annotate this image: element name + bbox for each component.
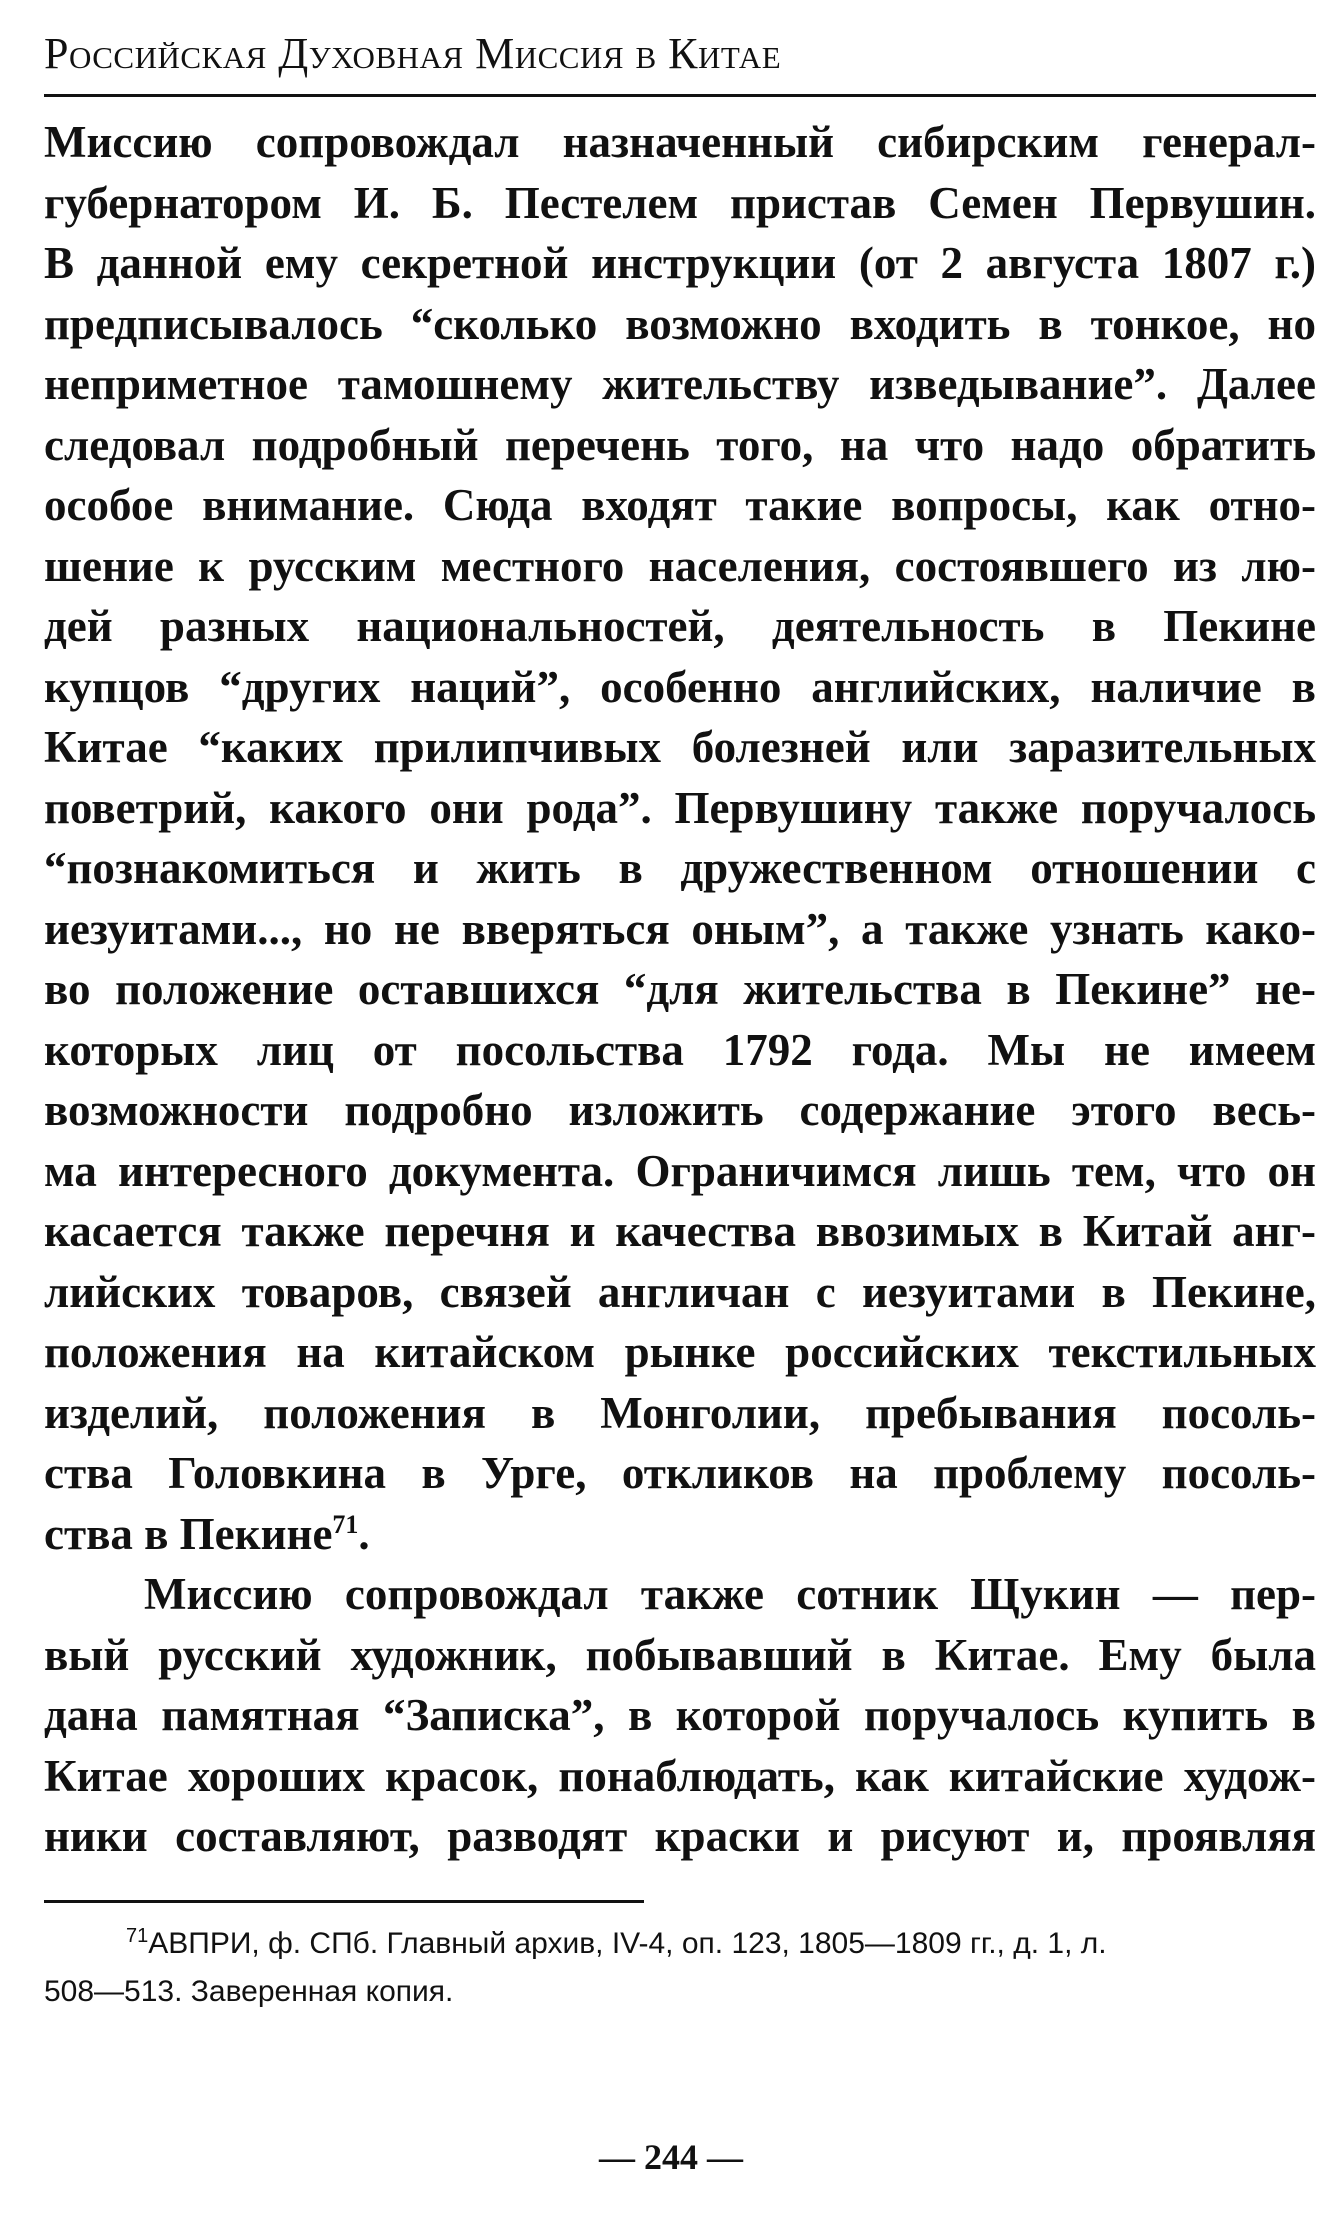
last-line-text: ства в Пекине xyxy=(44,1508,333,1559)
text-line: которых лиц от посольства 1792 года. Мы не имеем xyxy=(44,1024,1316,1075)
text-line: изделий, положения в Монголии, пребывания посоль- xyxy=(44,1387,1316,1438)
text-line: шение к русским местного населения, состоявшего из лю- xyxy=(44,540,1316,591)
text-line: ства Головкина в Урге, откликов на проблему посоль- xyxy=(44,1448,1316,1498)
text-line: Китае “каких прилипчивых болезней или заразительных xyxy=(44,722,1316,772)
footnote-text-1: АВПРИ, ф. СПб. Главный архив, IV-4, оп. 123, 1805—1809 гг., д. 1, л. xyxy=(148,1927,1107,1960)
footnote-text-2: 508—513. Заверенная копия. xyxy=(44,1975,454,2008)
text-line: Миссию сопровождал назначенный сибирским генерал- xyxy=(44,117,1316,167)
running-head: Российская Духовная Миссия в Китае xyxy=(44,29,782,78)
last-line-end: . xyxy=(358,1508,370,1559)
text-line: “познакомиться и жить в дружественном отношении с xyxy=(44,843,1316,893)
header-rule xyxy=(44,94,1316,97)
text-line: следовал подробный перечень того, на что надо обратить xyxy=(44,419,1316,470)
text-line: вый русский художник, побывавший в Китае. Ему была xyxy=(44,1629,1316,1680)
footnote xyxy=(44,1920,1316,2016)
text-line: неприметное тамошнему жительству изведывание”. Далее xyxy=(44,359,1316,409)
text-line: В данной ему секретной инструкции (от 2 августа 1807 г.) xyxy=(44,238,1316,288)
text-line: иезуитами..., но не вверяться оным”, а также узнать како- xyxy=(44,903,1316,954)
text-line: во положение оставшихся “для жительства в Пекине” не- xyxy=(44,964,1316,1014)
text-line: ники составляют, разводят краски и рисуют и, проявляя xyxy=(44,1811,1316,1861)
text-line: положения на китайском рынке российских текстильных xyxy=(44,1327,1316,1377)
text-line: дана памятная “Записка”, в которой поручалось купить в xyxy=(44,1690,1316,1740)
text-line: дей разных национальностей, деятельность в Пекине xyxy=(44,601,1316,651)
text-line: губернатором И. Б. Пестелем пристав Семен Первушин. xyxy=(44,177,1316,228)
text-line: касается также перечня и качества ввозимых в Китай анг- xyxy=(44,1206,1316,1256)
page-number: — 244 — xyxy=(599,2137,743,2177)
footnote-line xyxy=(44,1920,1316,1968)
footnote-reference[interactable]: 71 xyxy=(332,1509,359,1539)
text-line: возможности подробно изложить содержание этого весь- xyxy=(44,1085,1316,1135)
text-line: поветрий, какого они рода”. Первушину также поручалось xyxy=(44,782,1316,833)
text-line: лийских товаров, связей англичан с иезуитами в Пекине, xyxy=(44,1266,1316,1317)
text-line: ма интересного документа. Ограничимся лишь тем, что он xyxy=(44,1145,1316,1196)
footnote-rule xyxy=(44,1900,644,1903)
paragraph-last-line xyxy=(44,1504,1316,1565)
text-line: купцов “других наций”, особенно английских, наличие в xyxy=(44,661,1316,712)
text-line: Китае хороших красок, понаблюдать, как китайские худож- xyxy=(44,1750,1316,1801)
footnote-mark: 71 xyxy=(126,1925,149,1947)
text-line: предписывалось “сколько возможно входить в тонкое, но xyxy=(44,298,1316,349)
text-line: особое внимание. Сюда входят такие вопросы, как отно- xyxy=(44,480,1316,530)
paragraph-first-line: Миссию сопровождал также сотник Щукин — пер- xyxy=(144,1569,1316,1619)
main-text xyxy=(44,112,1316,1867)
